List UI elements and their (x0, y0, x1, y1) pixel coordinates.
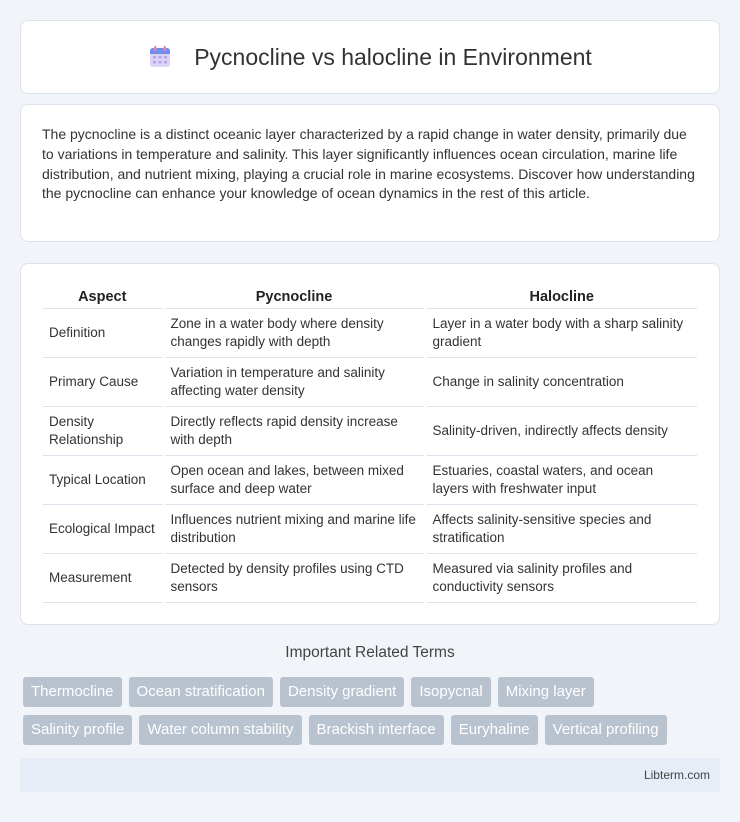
table-row (43, 504, 697, 553)
header-aspect: Aspect (43, 284, 163, 308)
table-row (43, 553, 697, 602)
comparison-table (43, 284, 697, 603)
row-aspect: Typical Location (43, 455, 163, 504)
title-card (20, 20, 720, 94)
intro-card (20, 104, 720, 242)
comparison-card (20, 263, 720, 625)
tag-euryhaline[interactable]: Euryhaline (451, 715, 538, 745)
calendar-icon (148, 45, 172, 69)
tag-vertical-profiling[interactable]: Vertical profiling (545, 715, 667, 745)
row-halocline: Estuaries, coastal waters, and ocean layers with freshwater input (425, 455, 697, 504)
row-halocline: Layer in a water body with a sharp salinity gradient (425, 308, 697, 357)
row-pycnocline: Directly reflects rapid density increase with depth (163, 406, 425, 455)
tag-water-column-stability[interactable]: Water column stability (139, 715, 301, 745)
table-header-row (43, 284, 697, 308)
tag-density-gradient[interactable]: Density gradient (280, 677, 404, 707)
row-pycnocline: Open ocean and lakes, between mixed surface and deep water (163, 455, 425, 504)
page-title: Pycnocline vs halocline in Environment (194, 43, 592, 70)
intro-paragraph: The pycnocline is a distinct oceanic layer characterized by a rapid change in water density, primarily due to variations in temperature and salinity. This layer significantly influences ocean circulation, marine life distribution, and nutrient mixing, playing a crucial role in marine ecosystems. Discover how understanding the pycnocline can enhance your knowledge of ocean dynamics in the rest of this article. (42, 126, 695, 202)
row-aspect: Ecological Impact (43, 504, 163, 553)
row-aspect: Primary Cause (43, 357, 163, 406)
related-terms-title: Important Related Terms (285, 644, 455, 661)
tag-salinity-profile[interactable]: Salinity profile (23, 715, 132, 745)
row-pycnocline: Detected by density profiles using CTD sensors (163, 553, 425, 602)
table-row (43, 357, 697, 406)
footer-brand-link[interactable]: Libterm.com (643, 768, 710, 782)
tag-isopycnal[interactable]: Isopycnal (411, 677, 490, 707)
row-aspect: Measurement (43, 553, 163, 602)
tag-brackish-interface[interactable]: Brackish interface (309, 715, 444, 745)
tag-row (23, 715, 723, 745)
tag-thermocline[interactable]: Thermocline (23, 677, 122, 707)
tag-ocean-stratification[interactable]: Ocean stratification (129, 677, 273, 707)
row-pycnocline: Zone in a water body where density changes rapidly with depth (163, 308, 425, 357)
row-halocline: Change in salinity concentration (425, 357, 697, 406)
table-row (43, 406, 697, 455)
row-halocline: Affects salinity-sensitive species and stratification (425, 504, 697, 553)
row-pycnocline: Influences nutrient mixing and marine life distribution (163, 504, 425, 553)
tag-mixing-layer[interactable]: Mixing layer (498, 677, 594, 707)
footer (20, 758, 720, 792)
header-halocline: Halocline (425, 284, 697, 308)
row-aspect: Density Relationship (43, 406, 163, 455)
row-pycnocline: Variation in temperature and salinity affecting water density (163, 357, 425, 406)
row-halocline: Measured via salinity profiles and conductivity sensors (425, 553, 697, 602)
table-row (43, 455, 697, 504)
related-terms (23, 677, 723, 753)
tag-row (23, 677, 723, 707)
table-row (43, 308, 697, 357)
row-aspect: Definition (43, 308, 163, 357)
row-halocline: Salinity-driven, indirectly affects density (425, 406, 697, 455)
header-pycnocline: Pycnocline (163, 284, 425, 308)
